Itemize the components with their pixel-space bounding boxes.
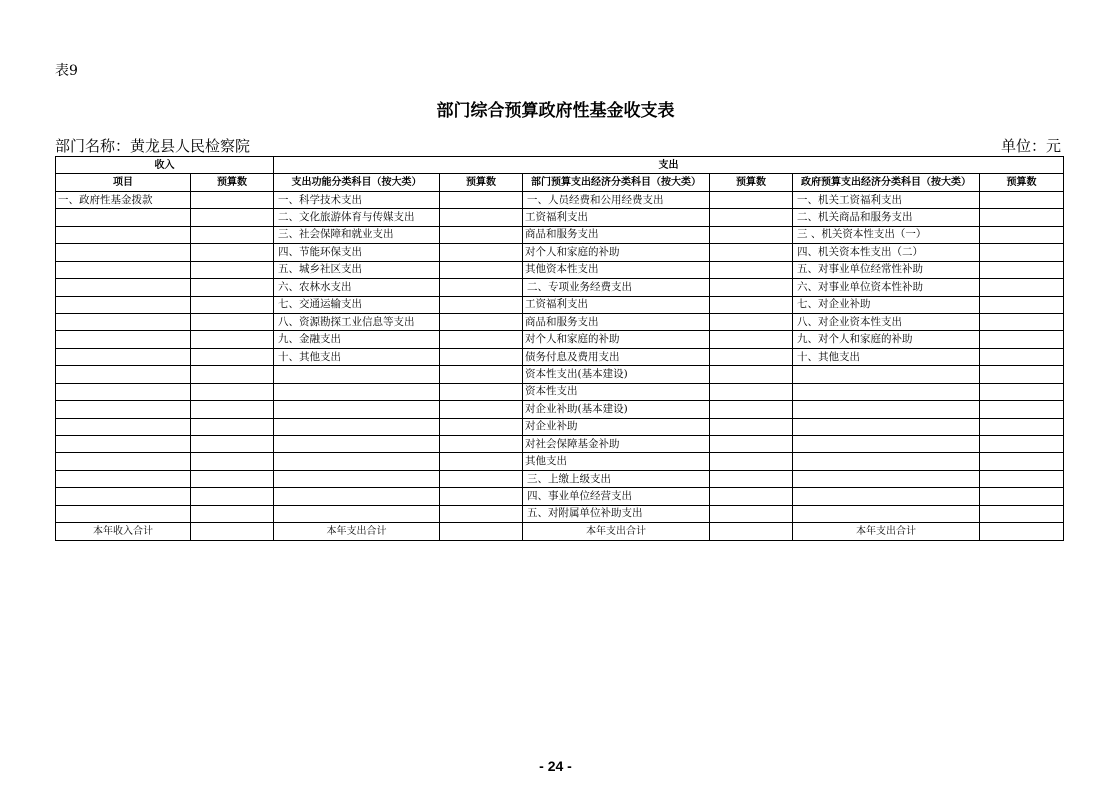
- income-budget-cell: [191, 366, 274, 383]
- dept-econ-item-cell: 五、对附属单位补助支出: [523, 505, 710, 522]
- dept-econ-item-cell: 资本性支出(基本建设): [523, 366, 710, 383]
- table-row: [56, 488, 1064, 505]
- gov-econ-item-cell: 八、对企业资本性支出: [793, 313, 980, 330]
- income-budget-cell: [191, 279, 274, 296]
- gov-econ-item-cell: [793, 418, 980, 435]
- dept-budget-cell: [710, 279, 793, 296]
- func-item-cell: 七、交通运输支出: [274, 296, 440, 313]
- func-item-cell: [274, 436, 440, 453]
- dept-budget-cell: [710, 383, 793, 400]
- income-total-label: 本年收入合计: [56, 523, 191, 540]
- dept-budget-cell: [710, 366, 793, 383]
- dept-econ-item-cell: 四、事业单位经营支出: [523, 488, 710, 505]
- income-budget-cell: [191, 296, 274, 313]
- dept-econ-item-cell: 对企业补助: [523, 418, 710, 435]
- income-item-cell: [56, 418, 191, 435]
- table-row: [56, 453, 1064, 470]
- income-item-cell: [56, 313, 191, 330]
- gov-budget-cell: [980, 191, 1064, 208]
- gov-econ-item-cell: [793, 383, 980, 400]
- income-item-cell: [56, 505, 191, 522]
- func-item-cell: 六、农林水支出: [274, 279, 440, 296]
- func-total-label: 本年支出合计: [274, 523, 440, 540]
- income-item-cell: [56, 470, 191, 487]
- income-budget-cell: [191, 244, 274, 261]
- dept-econ-item-cell: 资本性支出: [523, 383, 710, 400]
- dept-budget-cell: [710, 418, 793, 435]
- table-row: [56, 261, 1064, 278]
- gov-econ-item-cell: [793, 401, 980, 418]
- gov-budget-cell: [980, 226, 1064, 243]
- dept-budget-cell: [710, 261, 793, 278]
- gov-budget-cell: [980, 488, 1064, 505]
- fund-table: [55, 156, 1064, 541]
- income-item-cell: [56, 383, 191, 400]
- dept-total-label: 本年支出合计: [523, 523, 710, 540]
- item-header: 项目: [56, 174, 191, 191]
- func-item-cell: [274, 401, 440, 418]
- func-total-value: [440, 523, 523, 540]
- func-budget-cell: [440, 226, 523, 243]
- func-item-cell: 十、其他支出: [274, 348, 440, 365]
- gov-budget-cell: [980, 453, 1064, 470]
- table-row: [56, 209, 1064, 226]
- gov-econ-item-cell: 九、对个人和家庭的补助: [793, 331, 980, 348]
- func-class-header: 支出功能分类科目（按大类）: [274, 174, 440, 191]
- func-item-cell: 三、社会保障和就业支出: [274, 226, 440, 243]
- income-item-cell: [56, 366, 191, 383]
- func-item-cell: [274, 383, 440, 400]
- income-item-cell: [56, 488, 191, 505]
- table-row: [56, 418, 1064, 435]
- gov-econ-item-cell: [793, 453, 980, 470]
- dept-econ-item-cell: 对个人和家庭的补助: [523, 331, 710, 348]
- gov-econ-item-cell: 三 、机关资本性支出（一）: [793, 226, 980, 243]
- income-item-cell: [56, 401, 191, 418]
- income-item-cell: [56, 436, 191, 453]
- func-budget-cell: [440, 209, 523, 226]
- dept-econ-header: 部门预算支出经济分类科目（按大类）: [523, 174, 710, 191]
- func-item-cell: 四、节能环保支出: [274, 244, 440, 261]
- gov-econ-item-cell: 十、其他支出: [793, 348, 980, 365]
- table-row: [56, 383, 1064, 400]
- func-budget-cell: [440, 191, 523, 208]
- income-item-cell: [56, 209, 191, 226]
- table-row: [56, 366, 1064, 383]
- table-row: [56, 226, 1064, 243]
- income-budget-cell: [191, 488, 274, 505]
- gov-budget-cell: [980, 331, 1064, 348]
- income-item-cell: [56, 296, 191, 313]
- income-item-cell: [56, 226, 191, 243]
- dept-budget-cell: [710, 348, 793, 365]
- dept-econ-item-cell: 商品和服务支出: [523, 313, 710, 330]
- expense-header: 支出: [274, 157, 1064, 174]
- func-budget-cell: [440, 505, 523, 522]
- func-budget-cell: [440, 279, 523, 296]
- total-row: [56, 523, 1064, 540]
- income-item-cell: [56, 331, 191, 348]
- gov-econ-item-cell: 六、对事业单位资本性补助: [793, 279, 980, 296]
- table-row: [56, 191, 1064, 208]
- dept-budget-cell: [710, 244, 793, 261]
- dept-econ-item-cell: 二、专项业务经费支出: [523, 279, 710, 296]
- func-item-cell: 九、金融支出: [274, 331, 440, 348]
- gov-econ-item-cell: 二、机关商品和服务支出: [793, 209, 980, 226]
- dept-econ-item-cell: 三、上缴上级支出: [523, 470, 710, 487]
- gov-budget-cell: [980, 244, 1064, 261]
- dept-econ-item-cell: 一、人员经费和公用经费支出: [523, 191, 710, 208]
- gov-budget-cell: [980, 313, 1064, 330]
- income-budget-cell: [191, 209, 274, 226]
- income-header: 收入: [56, 157, 274, 174]
- gov-budget-cell: [980, 401, 1064, 418]
- gov-econ-item-cell: 七、对企业补助: [793, 296, 980, 313]
- gov-total-label: 本年支出合计: [793, 523, 980, 540]
- table-row: [56, 279, 1064, 296]
- func-budget-cell: [440, 488, 523, 505]
- func-budget-cell: [440, 313, 523, 330]
- func-budget-cell: [440, 366, 523, 383]
- func-budget-cell: [440, 453, 523, 470]
- dept-budget-cell: [710, 470, 793, 487]
- func-item-cell: 八、资源勘探工业信息等支出: [274, 313, 440, 330]
- table-label: 表9: [55, 63, 78, 79]
- dept-budget-cell: [710, 505, 793, 522]
- dept-econ-item-cell: 工资福利支出: [523, 296, 710, 313]
- income-budget-cell: [191, 313, 274, 330]
- gov-econ-item-cell: [793, 488, 980, 505]
- gov-econ-item-cell: [793, 366, 980, 383]
- dept-econ-item-cell: 其他支出: [523, 453, 710, 470]
- department-name: 部门名称：黄龙县人民检察院: [55, 137, 251, 155]
- func-budget-cell: [440, 470, 523, 487]
- dept-budget-cell: [710, 401, 793, 418]
- func-budget-cell: [440, 418, 523, 435]
- func-budget-cell: [440, 244, 523, 261]
- table-row: [56, 505, 1064, 522]
- gov-econ-item-cell: [793, 505, 980, 522]
- table-row: [56, 470, 1064, 487]
- income-budget-cell: [191, 418, 274, 435]
- dept-budget-cell: [710, 226, 793, 243]
- func-item-cell: [274, 505, 440, 522]
- income-budget-cell: [191, 261, 274, 278]
- gov-budget-cell: [980, 470, 1064, 487]
- func-item-cell: [274, 453, 440, 470]
- income-budget-cell: [191, 348, 274, 365]
- dept-budget-cell: [710, 488, 793, 505]
- income-budget-cell: [191, 191, 274, 208]
- dept-budget-cell: [710, 313, 793, 330]
- income-item-cell: [56, 244, 191, 261]
- dept-budget-cell: [710, 296, 793, 313]
- table-row: [56, 436, 1064, 453]
- gov-budget-cell: [980, 436, 1064, 453]
- dept-econ-item-cell: 商品和服务支出: [523, 226, 710, 243]
- income-budget-cell: [191, 331, 274, 348]
- table-row: [56, 331, 1064, 348]
- gov-budget-header: 预算数: [980, 174, 1064, 191]
- income-item-cell: 一、政府性基金拨款: [56, 191, 191, 208]
- dept-econ-item-cell: 债务付息及费用支出: [523, 348, 710, 365]
- income-total-value: [191, 523, 274, 540]
- unit-label: 单位：元: [1000, 137, 1061, 155]
- gov-budget-cell: [980, 366, 1064, 383]
- func-item-cell: 一、科学技术支出: [274, 191, 440, 208]
- gov-budget-cell: [980, 209, 1064, 226]
- gov-budget-cell: [980, 279, 1064, 296]
- header-row-1: [56, 157, 1064, 174]
- dept-budget-cell: [710, 191, 793, 208]
- header-row-2: [56, 174, 1064, 191]
- gov-budget-cell: [980, 348, 1064, 365]
- func-budget-cell: [440, 383, 523, 400]
- gov-budget-cell: [980, 418, 1064, 435]
- dept-econ-item-cell: 工资福利支出: [523, 209, 710, 226]
- func-budget-cell: [440, 436, 523, 453]
- income-item-cell: [56, 348, 191, 365]
- dept-budget-cell: [710, 209, 793, 226]
- gov-econ-header: 政府预算支出经济分类科目（按大类）: [793, 174, 980, 191]
- table-row: [56, 348, 1064, 365]
- page-number: - 24 -: [539, 758, 572, 774]
- table-row: [56, 296, 1064, 313]
- func-budget-cell: [440, 331, 523, 348]
- income-item-cell: [56, 453, 191, 470]
- func-budget-cell: [440, 348, 523, 365]
- income-budget-cell: [191, 383, 274, 400]
- dept-budget-header: 预算数: [710, 174, 793, 191]
- table-row: [56, 244, 1064, 261]
- income-budget-header: 预算数: [191, 174, 274, 191]
- gov-total-value: [980, 523, 1064, 540]
- gov-budget-cell: [980, 261, 1064, 278]
- gov-econ-item-cell: [793, 436, 980, 453]
- income-budget-cell: [191, 436, 274, 453]
- table-row: [56, 313, 1064, 330]
- dept-econ-item-cell: 对个人和家庭的补助: [523, 244, 710, 261]
- dept-econ-item-cell: 对社会保障基金补助: [523, 436, 710, 453]
- gov-budget-cell: [980, 383, 1064, 400]
- table-row: [56, 401, 1064, 418]
- dept-budget-cell: [710, 436, 793, 453]
- table-body: [56, 191, 1064, 522]
- gov-econ-item-cell: 四、机关资本性支出（二）: [793, 244, 980, 261]
- dept-total-value: [710, 523, 793, 540]
- gov-budget-cell: [980, 505, 1064, 522]
- dept-budget-cell: [710, 331, 793, 348]
- func-item-cell: [274, 488, 440, 505]
- gov-econ-item-cell: 一、机关工资福利支出: [793, 191, 980, 208]
- func-budget-cell: [440, 261, 523, 278]
- gov-budget-cell: [980, 296, 1064, 313]
- income-budget-cell: [191, 505, 274, 522]
- page-title: 部门综合预算政府性基金收支表: [436, 101, 675, 121]
- func-item-cell: 二、文化旅游体育与传媒支出: [274, 209, 440, 226]
- dept-econ-item-cell: 其他资本性支出: [523, 261, 710, 278]
- gov-econ-item-cell: 五、对事业单位经常性补助: [793, 261, 980, 278]
- func-item-cell: [274, 470, 440, 487]
- func-budget-cell: [440, 296, 523, 313]
- income-budget-cell: [191, 470, 274, 487]
- income-item-cell: [56, 261, 191, 278]
- func-budget-cell: [440, 401, 523, 418]
- income-budget-cell: [191, 226, 274, 243]
- dept-econ-item-cell: 对企业补助(基本建设): [523, 401, 710, 418]
- dept-budget-cell: [710, 453, 793, 470]
- func-item-cell: 五、城乡社区支出: [274, 261, 440, 278]
- func-item-cell: [274, 418, 440, 435]
- income-item-cell: [56, 279, 191, 296]
- func-item-cell: [274, 366, 440, 383]
- income-budget-cell: [191, 453, 274, 470]
- func-budget-header: 预算数: [440, 174, 523, 191]
- gov-econ-item-cell: [793, 470, 980, 487]
- income-budget-cell: [191, 401, 274, 418]
